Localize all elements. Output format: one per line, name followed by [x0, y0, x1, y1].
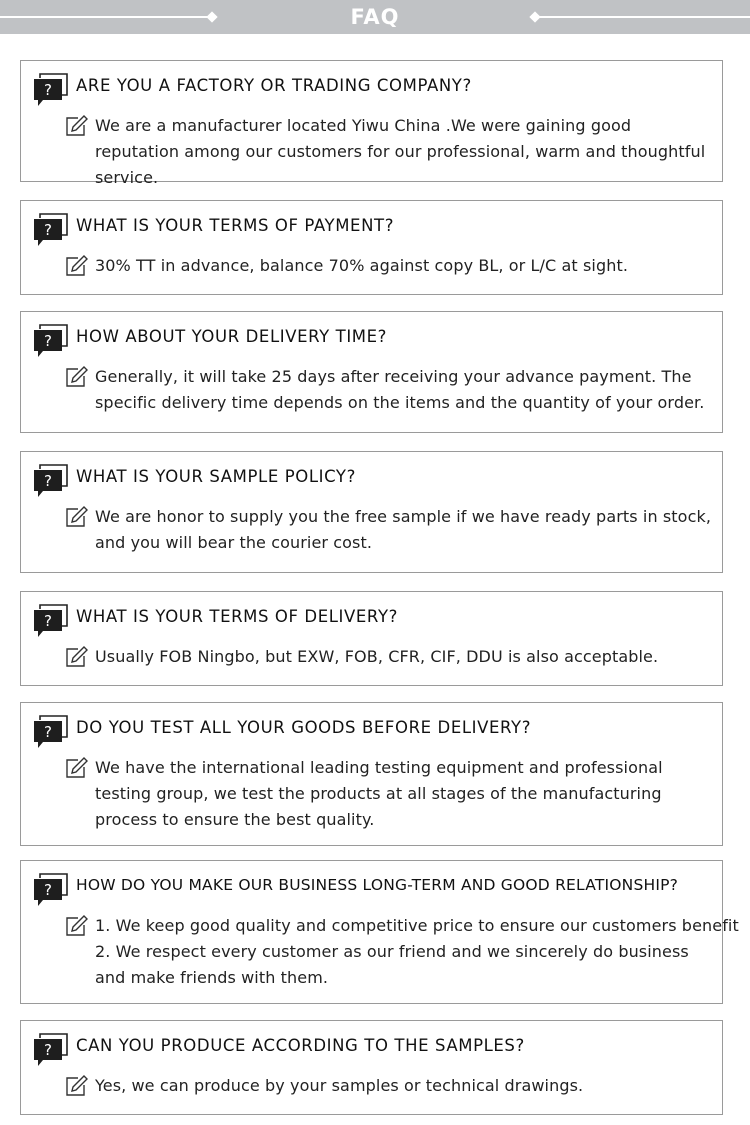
question-bubble-icon	[33, 715, 69, 749]
edit-icon	[65, 757, 89, 779]
svg-text:?: ?	[44, 81, 52, 99]
faq-card	[20, 860, 739, 1004]
svg-text:?: ?	[44, 881, 52, 899]
question-bubble-icon	[33, 604, 69, 638]
faq-question: HOW ABOUT YOUR DELIVERY TIME?	[76, 327, 388, 346]
faq-card	[20, 1020, 723, 1115]
faq-question: CAN YOU PRODUCE ACCORDING TO THE SAMPLES?	[76, 1036, 525, 1055]
faq-answer: We have the international leading testing equipment and professional testing group, we test the products at all stages of the manufacturing process to ensure the best quality.	[95, 758, 663, 829]
question-bubble-icon	[33, 873, 69, 907]
edit-icon	[65, 915, 89, 937]
svg-text:?: ?	[44, 723, 52, 741]
faq-card	[20, 200, 723, 295]
faq-question: WHAT IS YOUR SAMPLE POLICY?	[76, 467, 356, 486]
question-bubble-icon	[33, 73, 69, 107]
svg-text:?: ?	[44, 221, 52, 239]
question-bubble-icon	[33, 464, 69, 498]
faq-card	[20, 311, 723, 433]
question-bubble-icon	[33, 213, 69, 247]
faq-answer: We are a manufacturer located Yiwu China .We were gaining good reputation among our customers for our professional, warm and thoughtful service.	[95, 116, 706, 187]
faq-header	[0, 0, 750, 34]
faq-answer: 30% TT in advance, balance 70% against copy BL, or L/C at sight.	[95, 256, 629, 275]
question-bubble-icon	[33, 324, 69, 358]
faq-answer: We are honor to supply you the free sample if we have ready parts in stock, and you will bear the courier cost.	[95, 507, 712, 552]
edit-icon	[65, 115, 89, 137]
faq-card	[20, 60, 723, 187]
svg-text:?: ?	[44, 472, 52, 490]
faq-answer: Generally, it will take 25 days after receiving your advance payment. The specific delivery time depends on the items and the quantity of your order.	[95, 367, 705, 412]
svg-text:?: ?	[44, 612, 52, 630]
faq-answer-line: 2. We respect every customer as our friend and we sincerely do business and make friends with them.	[95, 942, 689, 987]
faq-answer: Usually FOB Ningbo, but EXW, FOB, CFR, CIF, DDU is also acceptable.	[95, 647, 659, 666]
edit-icon	[65, 506, 89, 528]
edit-icon	[65, 646, 89, 668]
edit-icon	[65, 255, 89, 277]
faq-question: HOW DO YOU MAKE OUR BUSINESS LONG-TERM AND GOOD RELATIONSHIP?	[76, 876, 679, 894]
faq-answer-line: 1. We keep good quality and competitive price to ensure our customers benefit	[95, 916, 739, 935]
faq-answer	[95, 913, 739, 991]
faq-answer: Yes, we can produce by your samples or technical drawings.	[95, 1076, 584, 1095]
edit-icon	[65, 366, 89, 388]
page-title: FAQ	[350, 5, 400, 29]
svg-text:?: ?	[44, 332, 52, 350]
question-bubble-icon	[33, 1033, 69, 1067]
faq-question: ARE YOU A FACTORY OR TRADING COMPANY?	[76, 76, 472, 95]
svg-text:?: ?	[44, 1041, 52, 1059]
faq-card	[20, 591, 723, 686]
faq-question: DO YOU TEST ALL YOUR GOODS BEFORE DELIVERY?	[76, 718, 532, 737]
faq-question: WHAT IS YOUR TERMS OF PAYMENT?	[76, 216, 395, 235]
faq-card	[20, 702, 723, 846]
faq-question: WHAT IS YOUR TERMS OF DELIVERY?	[76, 607, 398, 626]
edit-icon	[65, 1075, 89, 1097]
faq-card	[20, 451, 723, 573]
header-divider-right	[536, 16, 750, 18]
